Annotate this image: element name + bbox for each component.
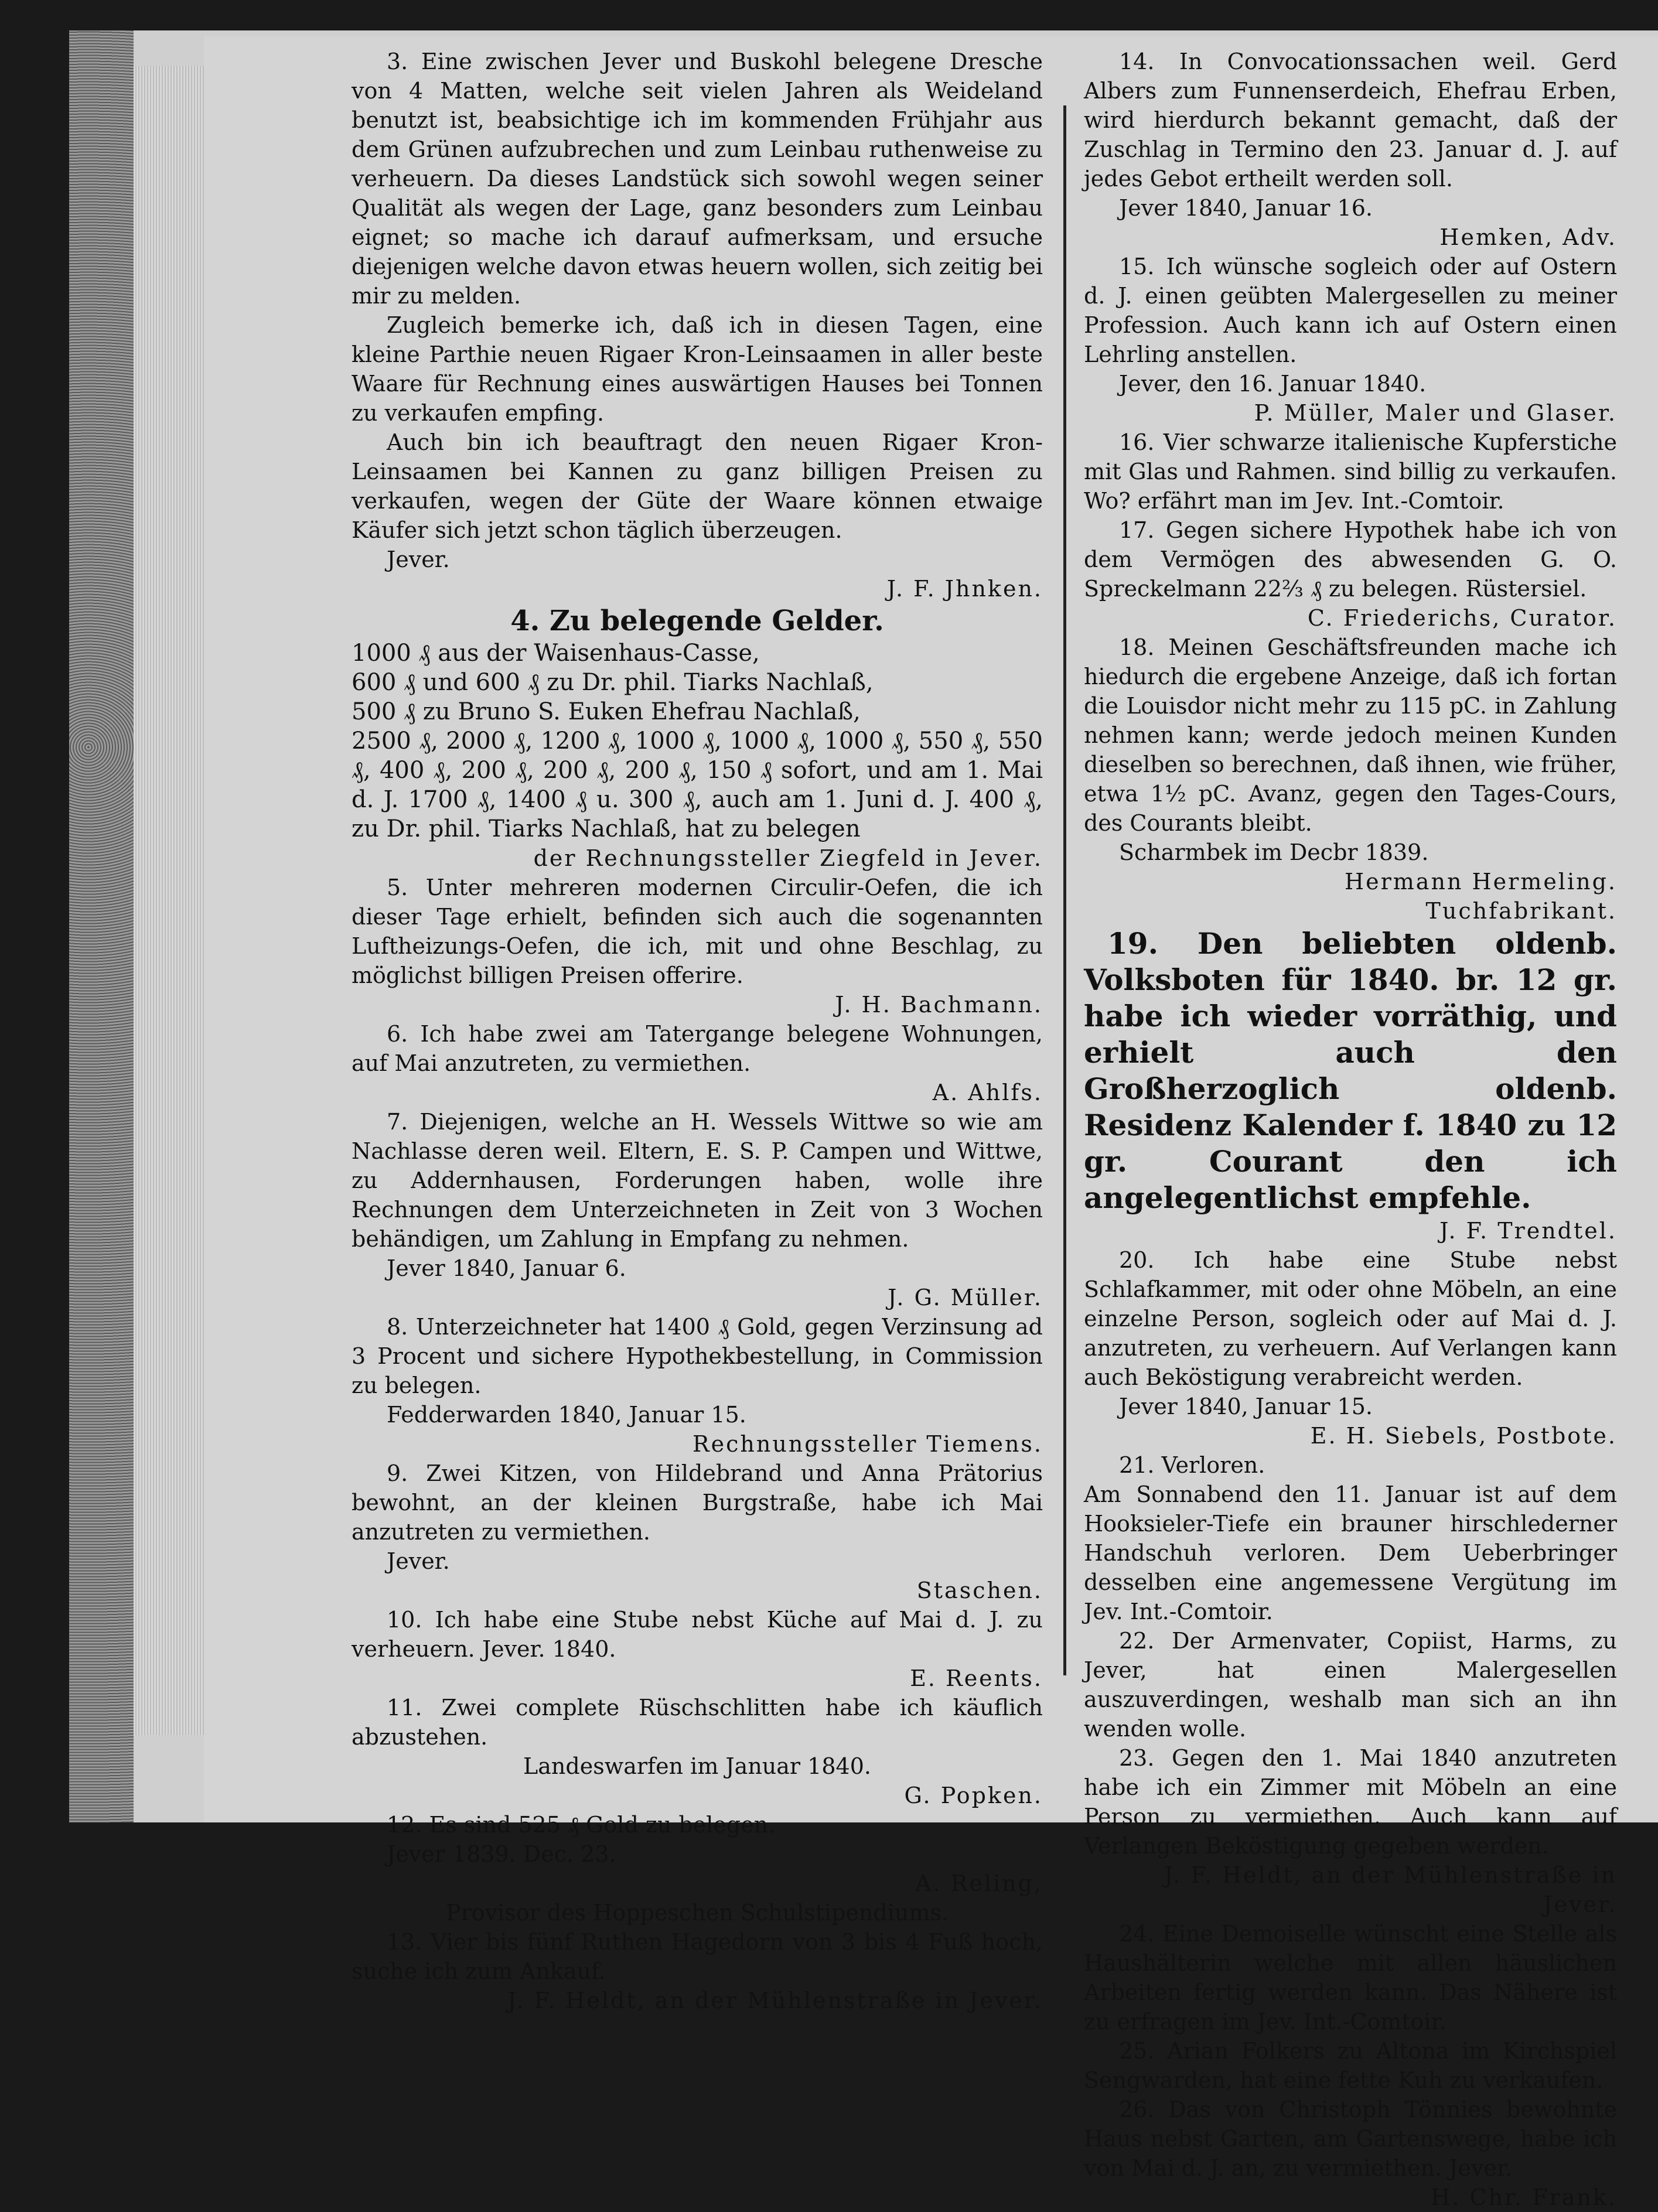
ad-16-text: 16. Vier schwarze italienische Kupferstiche mit Glas und Rahmen. sind billig zu verkaufen. Wo? erfährt man im Jev. Int.-Comtoir. [1084, 429, 1617, 514]
ad-26-text: 26. Das von Christoph Tönnies bewohnte Haus nebst Garten, am Gartenswege, habe ich von Mai d. J. an, zu vermiethen. Jever. [1084, 2097, 1617, 2181]
book-cover-edge [69, 30, 134, 1822]
ad-13-signature: J. F. Heldt, an der Mühlenstraße in Jever. [507, 1988, 1043, 2013]
ad-4-line-4: 2500 ₰, 2000 ₰, 1200 ₰, 1000 ₰, 1000 ₰, 1000 ₰, 550 ₰, 550 ₰, 400 ₰, 200 ₰, 200 ₰, 200 ₰, 150 ₰ sofort, und am 1. Mai d. J. 1700 ₰, 1400 ₰ u. 300 ₰, auch am 1. Juni d. J. 400 ₰, zu Dr. phil. Tiarks Nachlaß, hat zu belegen [352, 728, 1043, 842]
ad-18-signature: Hermann Hermeling. [1344, 869, 1617, 895]
ad-5-text: 5. Unter mehreren modernen Circulir-Oefen, die ich dieser Tage erhielt, befinden sich auch die sogenannten Luftheizungs-Oefen, die ich, mit und ohne Beschlag, zu möglichst billigen Preisen offerire. [352, 875, 1043, 988]
ad-3-text-c: Auch bin ich beauftragt den neuen Rigaer Kron-Leinsaamen bei Kannen zu ganz billigen Preisen zu verkaufen, wegen der Güte der Waare können etwaige Käufer sich jetzt schon täglich überzeugen. [352, 429, 1043, 543]
ad-21-title: 21. Verloren. [1119, 1452, 1265, 1478]
ad-24-text: 24. Eine Demoiselle wünscht eine Stelle als Haushälterin welche mit allen häuslichen Arbeiten fertig werden kann. Das Nähere ist zu erfragen im Jev. Int.-Comtoir. [1084, 1921, 1617, 2035]
ad-12-text: 12. Es sind 525 ₰ Gold zu belegen. [387, 1812, 776, 1838]
ad-14-text: 14. In Convocationssachen weil. Gerd Albers zum Funnenserdeich, Ehefrau Erben, wird hierdurch bekannt gemacht, daß der Zuschlag in Termino den 23. Januar d. J. auf jedes Gebot ertheilt werden soll. [1084, 49, 1617, 192]
ad-3-signature: J. F. Jhnken. [886, 576, 1043, 602]
ad-12-signature: A. Reling, [915, 1870, 1043, 1896]
ad-21-text: Am Sonnabend den 11. Januar ist auf dem Hooksieler-Tiefe ein brauner hirschlederner Handschuh verloren. Dem Ueberbringer desselben eine angemessene Vergütung im Jev. Int.-Comtoir. [1084, 1482, 1617, 1624]
ad-26-signature: H. Chr. Frank. [1431, 2184, 1617, 2210]
ad-19-signature: J. F. Trendtel. [1439, 1218, 1617, 1244]
ad-20-place: Jever 1840, Januar 15. [1119, 1394, 1373, 1419]
ad-3-place: Jever. [387, 547, 450, 572]
ad-6-text: 6. Ich habe zwei am Tatergange belegene Wohnungen, auf Mai anzutreten, zu vermiethen. [352, 1021, 1043, 1076]
ad-9-signature: Staschen. [916, 1578, 1043, 1603]
ad-18-place: Scharmbek im Decbr 1839. [1119, 839, 1429, 865]
ad-4-title: 4. Zu belegende Gelder. [510, 605, 884, 637]
ad-17-text: 17. Gegen sichere Hypothek habe ich von dem Vermögen des abwesenden G. O. Spreckelmann 22⅔ ₰ zu belegen. Rüstersiel. [1084, 517, 1617, 602]
ad-11-text: 11. Zwei complete Rüschschlitten habe ich käuflich abzustehen. [352, 1695, 1043, 1750]
ad-10-signature: E. Reents. [910, 1665, 1043, 1691]
ad-14-signature: Hemken, Adv. [1439, 224, 1617, 250]
ad-7-signature: J. G. Müller. [888, 1285, 1043, 1310]
ad-13-text: 13. Vier bis fünf Ruthen Hagedorn von 3 bis 4 Fuß hoch, suche ich zum Ankauf. [352, 1929, 1043, 1984]
ad-23-text: 23. Gegen den 1. Mai 1840 anzutreten habe ich ein Zimmer mit Möbeln an eine Person zu vermiethen. Auch kann auf Verlangen Beköstigung gegeben werden. [1084, 1745, 1617, 1859]
ad-9-place: Jever. [387, 1548, 450, 1574]
ad-23-signature: J. F. Heldt, an der Mühlenstraße in Jever. [1164, 1862, 1617, 1917]
ad-9-text: 9. Zwei Kitzen, von Hildebrand und Anna Prätorius bewohnt, an der kleinen Burgstraße, habe ich Mai anzutreten zu vermiethen. [352, 1460, 1043, 1545]
ad-22-text: 22. Der Armenvater, Copiist, Harms, zu Jever, hat einen Malergesellen auszuverdingen, weshalb man sich an ihn wenden wolle. [1084, 1628, 1617, 1742]
ad-12-signature-title: Provisor des Hoppeschen Schulstipendiums. [446, 1900, 949, 1926]
ad-3-text-b: Zugleich bemerke ich, daß ich in diesen Tagen, eine kleine Parthie neuen Rigaer Kron-Leinsaamen in aller beste Waare für Rechnung eines auswärtigen Hauses bei Tonnen zu verkaufen empfing. [352, 312, 1043, 426]
ad-19-text: 19. Den beliebten oldenb. Volksboten für 1840. br. 12 gr. habe ich wieder vorräthig, und erhielt auch den Großherzoglich oldenb. Residenz Kalender f. 1840 zu 12 gr. Courant den ich angelegentlichst empfehle. [1084, 926, 1617, 1215]
ad-15-text: 15. Ich wünsche sogleich oder auf Ostern d. J. einen geübten Malergesellen zu meiner Profession. Auch kann ich auf Ostern einen Lehrling anstellen. [1084, 254, 1617, 367]
ad-18-signature-title: Tuchfabrikant. [1425, 898, 1617, 924]
column-divider [1063, 105, 1066, 1675]
ad-4-line-1: 1000 ₰ aus der Waisenhaus-Casse, [352, 640, 760, 667]
ad-5-signature: J. H. Bachmann. [835, 992, 1043, 1018]
ad-15-signature: P. Müller, Maler und Glaser. [1254, 400, 1617, 426]
ad-4-signature: der Rechnungssteller Ziegfeld in Jever. [533, 845, 1043, 871]
ad-4-line-2: 600 ₰ und 600 ₰ zu Dr. phil. Tiarks Nachlaß, [352, 669, 874, 696]
ad-11-place: Landeswarfen im Januar 1840. [523, 1753, 871, 1779]
ad-8-place: Fedderwarden 1840, Januar 15. [387, 1402, 746, 1428]
ad-8-text: 8. Unterzeichneter hat 1400 ₰ Gold, gegen Verzinsung ad 3 Procent und sichere Hypothekbestellung, in Commission zu belegen. [352, 1314, 1043, 1398]
ad-17-signature: C. Friederichs, Curator. [1307, 605, 1617, 631]
ad-7-place: Jever 1840, Januar 6. [387, 1255, 626, 1281]
left-column [352, 47, 1043, 2015]
ad-6-signature: A. Ahlfs. [932, 1080, 1043, 1105]
ad-20-signature: E. H. Siebels, Postbote. [1310, 1423, 1617, 1449]
right-column [1084, 47, 1617, 2212]
ad-15-place: Jever, den 16. Januar 1840. [1119, 371, 1427, 397]
ad-18-text: 18. Meinen Geschäftsfreunden mache ich hiedurch die ergebene Anzeige, daß ich fortan die Louisdor nicht mehr zu 115 pC. in Zahlung nehmen kann; werde jedoch meinen Kunden dieselben so berechnen, daß ihnen, wie früher, etwa 1½ pC. Avanz, gegen den Tages-Cours, des Courants bleibt. [1084, 634, 1617, 836]
ad-4-line-3: 500 ₰ zu Bruno S. Euken Ehefrau Nachlaß, [352, 698, 861, 725]
ad-3-text: 3. Eine zwischen Jever und Buskohl belegene Dresche von 4 Matten, welche seit vielen Jahren als Weideland benutzt ist, beabsichtige ich im kommenden Frühjahr aus dem Grünen aufzubrechen und zum Leinbau ruthenweise zu verheuern. Da dieses Landstück sich sowohl wegen seiner Qualität als wegen der Lage, ganz besonders zum Leinbau eignet; so mache ich darauf aufmerksam, und ersuche diejenigen welche davon etwas heuern wollen, sich zeitig bei mir zu melden. [352, 49, 1043, 309]
page-stack-edge [134, 66, 204, 1735]
ad-12-place: Jever 1839. Dec. 23. [387, 1841, 616, 1867]
ad-14-place: Jever 1840, Januar 16. [1119, 195, 1373, 221]
ad-8-signature: Rechnungssteller Tiemens. [692, 1431, 1043, 1457]
ad-20-text: 20. Ich habe eine Stube nebst Schlafkammer, mit oder ohne Möbeln, an eine einzelne Person, sogleich oder auf Mai d. J. anzutreten, zu verheuern. Auf Verlangen kann auch Beköstigung verabreicht werden. [1084, 1247, 1617, 1390]
ad-25-text: 25. Arian Folkers zu Altona im Kirchspiel Sengwarden, hat eine fette Kuh zu verkaufen. [1084, 2038, 1617, 2093]
ad-11-signature: G. Popken. [904, 1783, 1043, 1808]
ad-10-text: 10. Ich habe eine Stube nebst Küche auf Mai d. J. zu verheuern. Jever. 1840. [352, 1607, 1043, 1662]
ad-7-text: 7. Diejenigen, welche an H. Wessels Wittwe so wie am Nachlasse deren weil. Eltern, E. S. P. Campen und Wittwe, zu Addernhausen, Forderungen haben, wolle ihre Rechnungen dem Unterzeichneten in Zeit von 3 Wochen behändigen, um Zahlung in Empfang zu nehmen. [352, 1109, 1043, 1252]
